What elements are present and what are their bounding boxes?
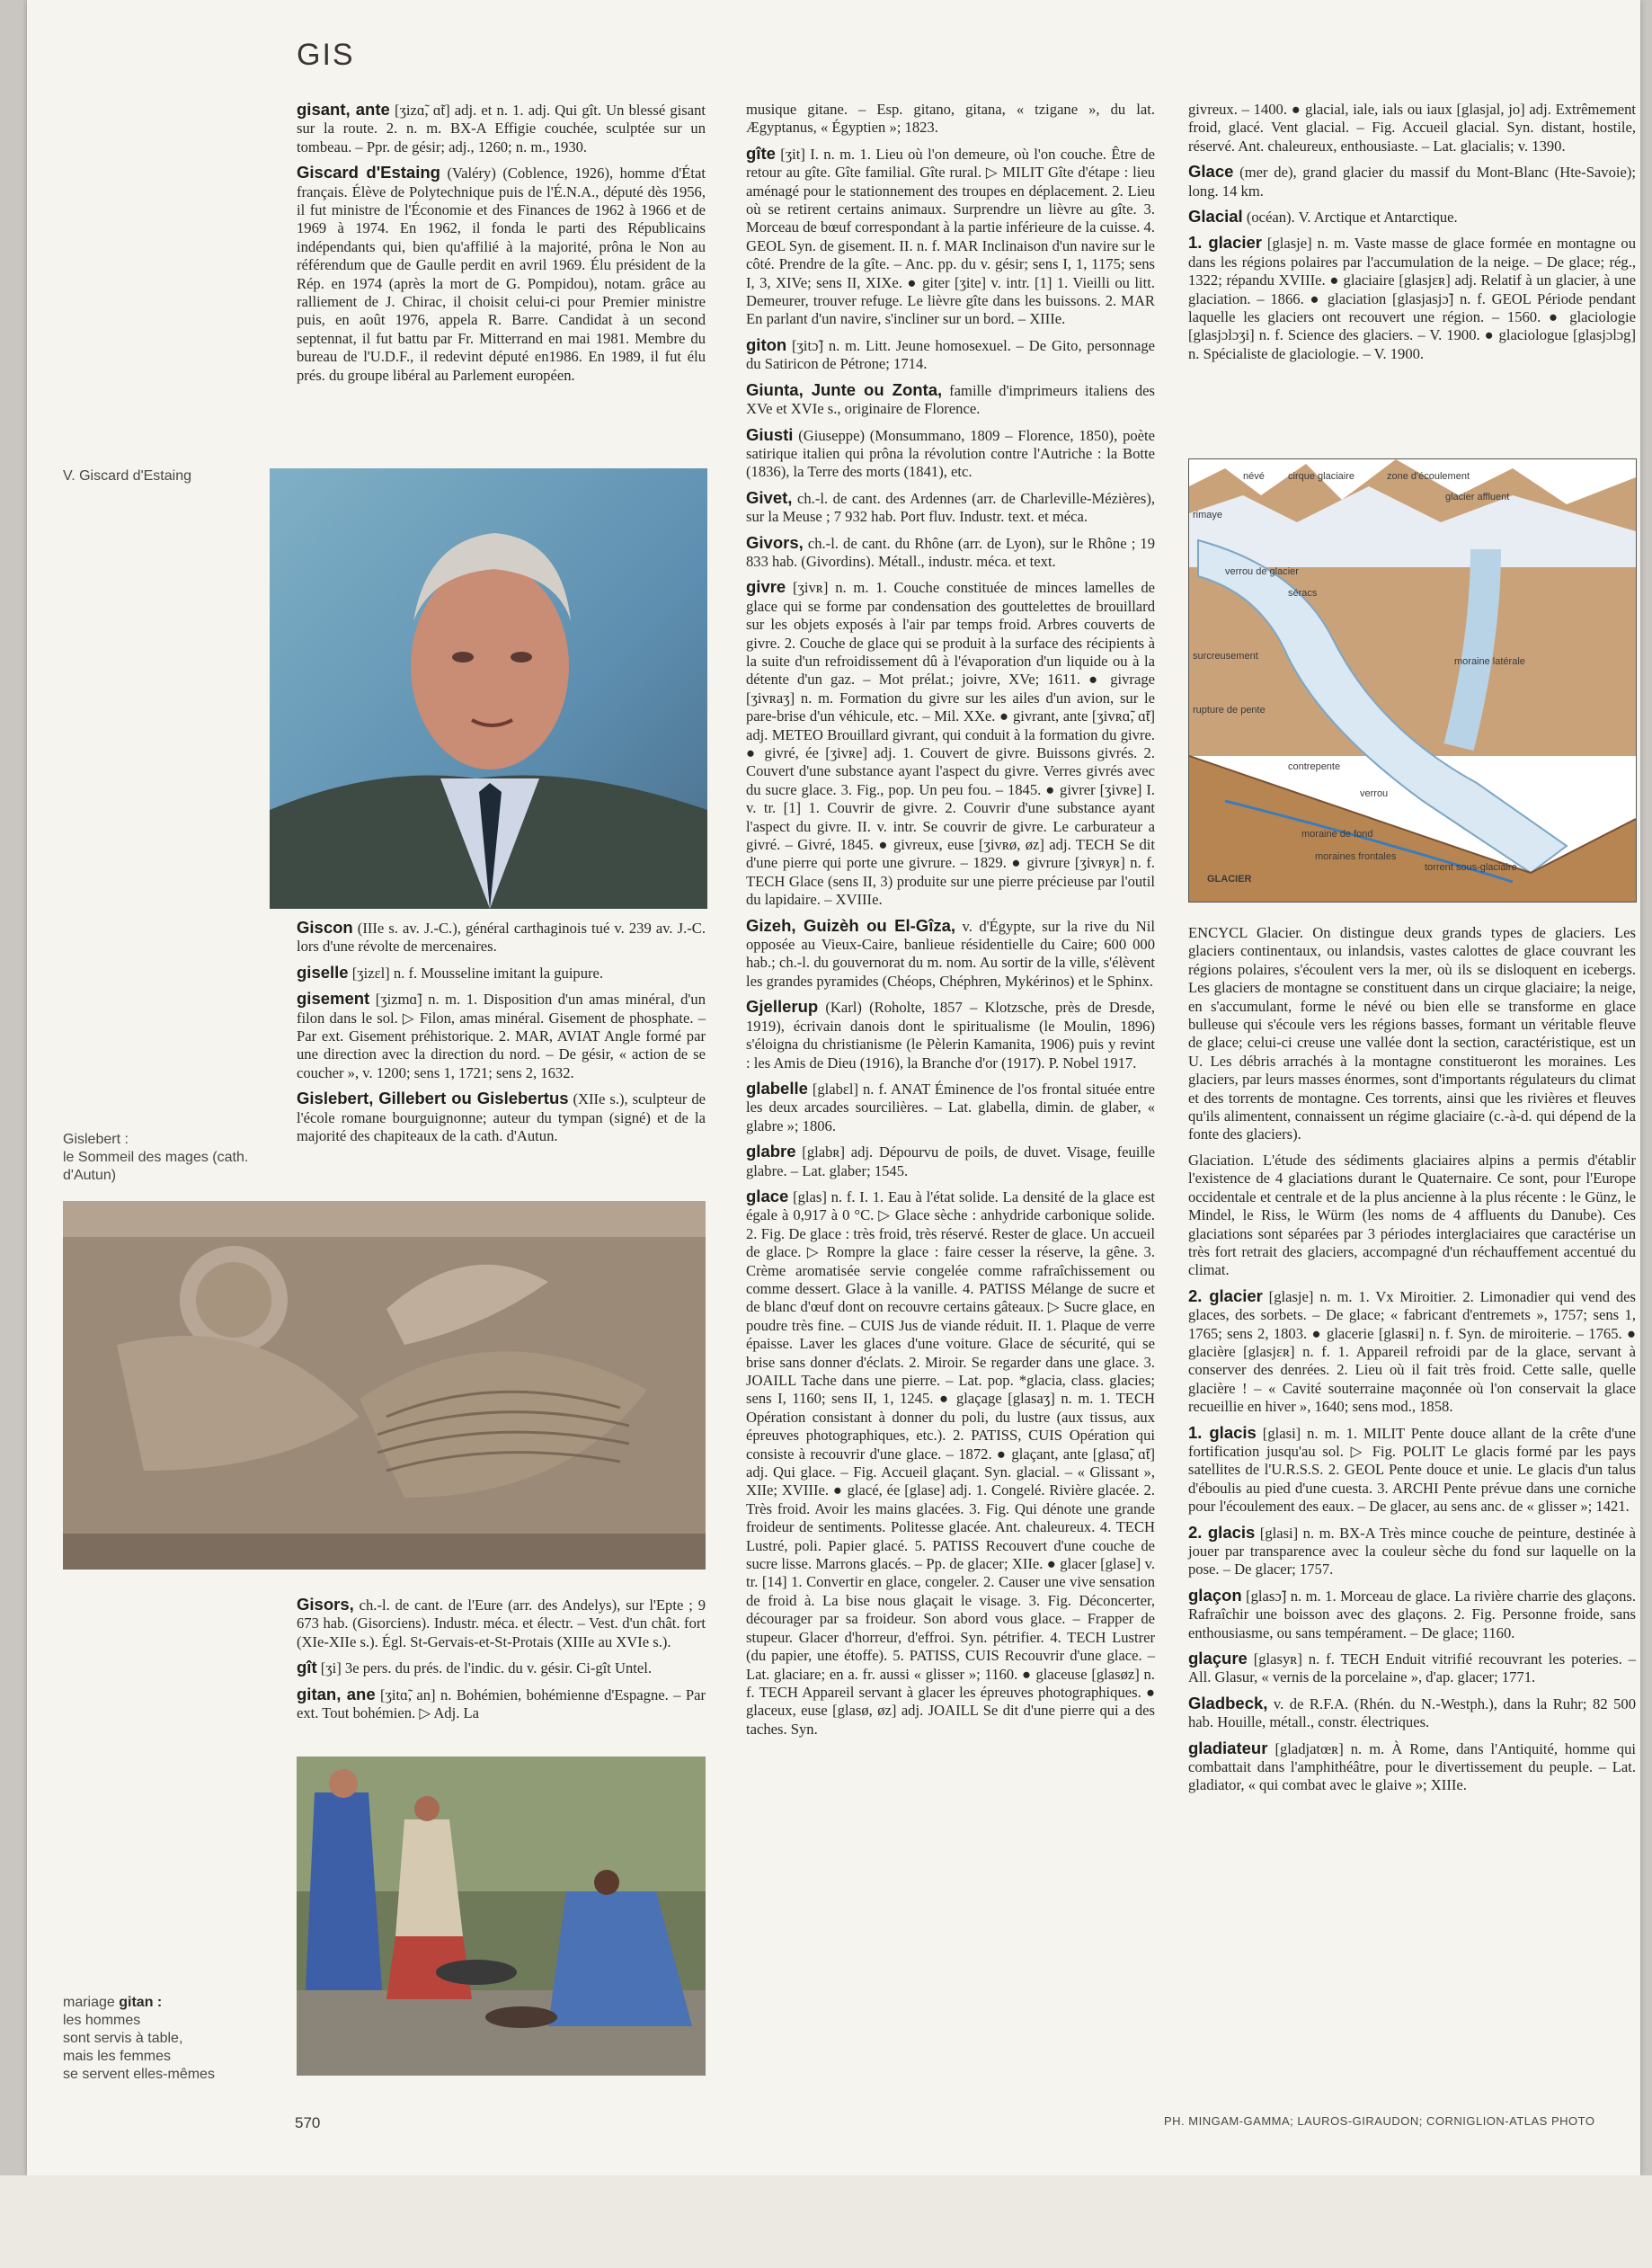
entry-text: [glasyʀ] n. f. TECH Enduit vitrifié recouvrant les poteries. – All. Glasur, « vernis de la porcelaine », d'ap. glacer; 1771. [1188,1650,1636,1686]
dictionary-entry [1188,1524,1636,1579]
dictionary-entry [1188,208,1636,227]
entry-term: Glacial [1188,207,1243,227]
entry-text: [glasɔ̃] n. m. 1. Morceau de glace. La rivière charrie des glaçons. Rafraîchir une boisson avec des glaçons. 2. Fig. Personne froide, sans enthousiasme, ou sans tempérament. – De glace; 1160. [1188,1587,1636,1641]
diagram-label: contrepente [1288,761,1341,772]
dictionary-entry [1188,1287,1636,1417]
entry-term: glabelle [746,1078,808,1098]
entry-term: 2. glacis [1188,1522,1256,1542]
page-header-title: GIS [297,38,355,72]
entry-text: (mer de), grand glacier du massif du Mont-Blanc (Hte-Savoie); long. 14 km. [1188,164,1636,200]
dictionary-entry [746,426,1155,482]
diagram-label: surcreusement [1193,651,1258,662]
entry-text: (océan). V. Arctique et Antarctique. [1242,209,1458,227]
dictionary-entry [1188,163,1636,200]
entry-text: famille d'imprimeurs italiens des XVe et XVIe s., originaire de Florence. [746,381,1155,418]
entry-text: [glasi] n. m. 1. MILIT Pente douce allant de la crête d'une fortification jusqu'au sol. ▷ Fig. POLIT Le glacis formé par les pays satellites de l'U.R.S.S. 2. GEOL Pente douce et unie. Le glacis d'un talus d'éboulis au pied d'une cuesta. 3. ARCHI Pente prévue dans une corniche pour l'écoulement des eaux. – De glacer, au sens anc. de « glisser »; 1421. [1188,1424,1637,1516]
gypsy-wedding-illustration [297,1757,706,2076]
entry-text: Glaciation. L'étude des sédiments glaciaires alpins a permis d'établir l'existence de 4 glaciations durant le Quaternaire. Ce sont, pour l'Europe occidentale et centrale et de la plus ancienne à la plus récente : le Günz, le Mindel, le Riss, le Würm (les noms de 4 affluents du Danube). Ces glaciations sont séparées par 3 périodes interglaciaires que caractérise un très fort retrait des glaciers, accompagné d'un réchauffement accentué du climat. [1188,1151,1636,1279]
caption-giscard: V. Giscard d'Estaing [63,468,191,484]
entry-term: Giscon [297,918,353,937]
entry-text: (IIIe s. av. J.-C.), général carthaginois tué v. 239 av. J.-C. lors d'une révolte de mercenaires. [297,920,706,956]
entry-text: v. d'Égypte, sur la rive du Nil opposée au Vieux-Caire, banlieue résidentielle du Caire; 600 000 hab.; ch.-l. du gouvernorat du m. nom. Au sortir de la ville, s'élèvent les grandes pyramides (Chéops, Chéphren, Mykérinos) et le Sphinx. [746,917,1155,990]
entry-term: Gladbeck, [1188,1693,1268,1712]
dictionary-entry [746,998,1155,1072]
entry-term: glaçon [1188,1585,1242,1605]
entry-text: [glabɛl] n. f. ANAT Éminence de l'os frontal située entre les deux arcades sourcilières. – Lat. glabella, dimin. de glaber, « glabre »; 1806. [746,1080,1155,1134]
diagram-label: verrou [1360,788,1389,799]
entry-text: (Karl) (Roholte, 1857 – Klotzsche, près de Dresde, 1919), écrivain danois dont le spiritualisme (le Moulin, 1896) s'éloigna du christianisme (le Pèlerin Kamanita, 1906) puis y revint : les Amis de Dieu (1916), la Branche d'or (1917). P. Nobel 1917. [746,999,1155,1072]
glacier-diagram-svg [1189,459,1636,902]
photo-sommeil-des-mages [63,1201,706,1570]
dictionary-entry [297,1596,706,1651]
dictionary-entry [297,1659,706,1677]
entry-text: (Giuseppe) (Monsummano, 1809 – Florence, 1850), poète satirique italien qui prôna la révolution contre l'Autriche : la Botte (1836), la Terre des morts (1841), etc. [746,426,1155,481]
column-3-bottom [1188,924,1636,1802]
column-2 [746,101,1155,1746]
entry-term: gîte [746,143,776,163]
diagram-label: rimaye [1193,510,1223,520]
entry-term: 1. glacis [1188,1422,1257,1442]
entry-text: givreux. – 1400. ● glacial, iale, ials ou iaux [glasjal, jo] adj. Extrêmement froid, glacé. Vent glacial. – Fig. Accueil glacial. Syn. distant, hostile, réservé. Ant. chaleureux, enthousiaste. – Lat. glacialis; v. 1390. [1188,101,1636,155]
dictionary-entry [297,964,706,983]
caption-gitan-line: sont servis à table, [63,2031,183,2046]
diagram-label: zone d'écoulement [1387,471,1470,482]
caption-gitan [63,1994,270,2084]
entry-text: musique gitane. – Esp. gitano, gitana, « tzigane », du lat. Ægyptanus, « Égyptien »; 1823. [746,101,1155,137]
entry-text: ch.-l. de cant. du Rhône (arr. de Lyon), sur le Rhône ; 19 833 hab. (Givordins). Métall., industr. méca. et text. [746,534,1155,570]
dictionary-entry [1188,924,1636,1144]
caption-gitan-prefix: mariage [63,1995,120,2010]
glacier-diagram [1188,458,1637,903]
diagram-label: rupture de pente [1193,705,1266,716]
entry-text: [glabʀ] adj. Dépourvu de poils, de duvet. Visage, feuille glabre. – Lat. glaber; 1545. [746,1143,1155,1179]
entry-term: Giscard d'Estaing [297,163,440,182]
caption-gitan-line: les hommes [63,2013,141,2028]
entry-term: Giusti [746,424,794,444]
dictionary-entry [297,164,706,385]
sculpture-illustration [63,1201,706,1570]
entry-text: [ʒitɑ̃, an] n. Bohémien, bohémienne d'Espagne. – Par ext. Tout bohémien. ▷ Adj. La [297,1685,706,1722]
portrait-illustration [270,468,707,909]
entry-term: gitan, ane [297,1684,376,1703]
photo-credits: PH. MINGAM-GAMMA; LAUROS-GIRAUDON; CORNIGLION-ATLAS PHOTO [1164,2114,1595,2128]
dictionary-entry [746,381,1155,419]
entry-text: [glas] n. f. I. 1. Eau à l'état solide. La densité de la glace est égale à 0,917 à 0 °C. ▷ Glace sèche : anhydride carbonique solide. 2. Fig. De glace : très froid, très réservé. Rester de glace. Un accueil de glace. ▷ Rompre la glace : faire cesser la réserve, la gêne. 3. Crème aromatisée servie congelée comme rafraîchissement ou comme dessert. Glace à la vanille. 4. PATISS Mélange de sucre et de blanc d'œuf dont on recouvre certains gâteaux. ▷ Sucre glace, en poudre très fine. – CUIS Jus de viande réduit. II. 1. Plaque de verre épaisse. Laver les glaces d'une voiture. Glace de sécurité, qui se brise sans donner d'éclats. 2. Miroir. Se regarder dans une glace. 3. JOAILL Tache dans une pierre. – Lat. pop. *glacia, class. glacies; sens I, 1160; sens II, 1, 1245. ● glaçage [glasaʒ] n. m. 1. TECH Opération consistant à donner du poli, du lustre (aux tissus, aux épreuves photographiques, etc.). 2. PATISS, CUIS Opération qui consiste à recouvrir d'une glace. – 1872. ● glaçant, ante [glasɑ̃, ɑ̃t] adj. Qui glace. – Fig. Accueil glaçant. Syn. glacial. – « Glissant », XIIe; XVIIIe. ● glacé, ée [glase] adj. 1. Congelé. Rivière glacée. 2. Très froid. Avoir les mains glacées. 3. Fig. Qui dénote une grande froideur de sentiments. Politesse glacée. Ant. chaleureux. 4. TECH Lustré, poli. Papier glacé. 5. PATISS Recouvert d'une couche de sucre lisse. Marrons glacés. – Pp. de glacer; XIIe. ● glacer [glase] v. tr. [14] 1. Convertir en glace, congeler. 2. Causer une vive sensation de froid à. La bise nous glaçait le visage. 3. Fig. Déconcerter, décourager par sa froideur. Son abord vous glace. – Frapper de stupeur. Glacer d'horreur, d'effroi. Syn. pétrifier. 4. TECH Lustrer (du papier, une étoffe). 5. PATISS, CUIS Recouvrir d'une glace. – Lat. glaciare; en a. fr. aussi « glisser »; 1160. ● glaceuse [glasøz] n. f. TECH Appareil servant à glacer les épreuves photographiques. ● glaceux, euse [glasø, øz] adj. JOAILL Se dit d'une pierre qui a des taches. Syn. [746,1187,1155,1738]
column-1-top [297,101,706,392]
dictionary-entry [297,1090,706,1145]
entry-term: Gislebert, Gillebert ou Gislebertus [297,1089,569,1108]
diagram-label: moraine de fond [1301,829,1373,840]
entry-text: [ʒizɑ̃, ɑ̃t] adj. et n. 1. adj. Qui gît. Un blessé gisant sur la route. 2. n. m. BX-A Effigie couchée, sculptée sur un tombeau. – Ppr. de gésir; adj., 1260; n. m., 1930. [297,102,706,156]
column-3-top [1188,101,1636,370]
entry-text: [glasje] n. m. 1. Vx Miroitier. 2. Limonadier qui vend des glaces, des sorbets. – De glace; « fabricant d'entremets », 1757; sens 1, 1765; sens 2, 1803. ● glacerie [glasʀi] n. f. Syn. de miroiterie. – 1765. ● glacière [glasjɛʀ] n. f. 1. Appareil refroidi par de la glace, servant à conserver des denrées. 2. Lieu où il fait très froid. Cette salle, quelle glacière ! – « Cavité souterraine maçonnée où l'on conservait la glace recueillie en hiver », 1640; sens mod., 1858. [1188,1287,1636,1416]
diagram-label: cirque glaciaire [1288,471,1354,482]
dictionary-entry [746,534,1155,572]
entry-term: gisement [297,989,370,1009]
entry-text: [ʒizmɑ̃] n. m. 1. Disposition d'un amas minéral, d'un filon dans le sol. ▷ Filon, amas minéral. Gisement de phosphate. – Par ext. Gisement préhistorique. 2. MAR, AVIAT Angle formé par une direction avec la direction du nord. – De gésir, « action de se coucher », v. 1200; sens 1, 1721; sens 2, 1632. [297,991,706,1081]
entry-text: (Valéry) (Coblence, 1926), homme d'État français. Élève de Polytechnique puis de l'É.N.A., député dès 1956, il fut ministre de l'Économie et des Finances de 1962 à 1966 et de 1969 à 1974. En 1962, il fonda le parti des Républicains indépendants qui, bien qu'affilié à la majorité, prôna le Non au référendum que de Gaulle perdit en avril 1969. Élu président de la Rép. en 1974 (après la mort de G. Pompidou), notam. grâce au ralliement de J. Chirac, il choisit celui-ci pour Premier ministre puis, en août 1976, appela R. Barre. Candidat à un second septennat, il fut battu par Fr. Mitterrand en mai 1981. Membre du bureau de l'U.D.F., il redevint député en1986. En 1989, il fut élu prés. du groupe libéral au Parlement européen. [297,165,706,384]
entry-term: glace [746,1186,789,1205]
dictionary-entry [1188,1739,1636,1795]
entry-term: 1. glacier [1188,233,1262,253]
entry-term: glabre [746,1142,796,1161]
diagram-label: moraines frontales [1315,851,1397,862]
caption-gitan-line: se servent elles-mêmes [63,2067,215,2082]
dictionary-entry [297,990,706,1082]
caption-gitan-line: mais les femmes [63,2049,172,2064]
entry-term: Gizeh, Guizèh ou El-Gîza, [746,915,956,935]
dictionary-entry [746,145,1155,329]
dictionary-entry [746,336,1155,374]
entry-term: gît [297,1658,317,1677]
entry-term: Glace [1188,162,1234,182]
diagram-label: séracs [1288,588,1318,599]
entry-term: 2. glacier [1188,1285,1263,1305]
entry-term: gladiateur [1188,1738,1268,1757]
dictionary-entry [746,578,1155,909]
entry-text: [ʒivʀ] n. m. 1. Couche constituée de minces lamelles de glace qui se forme par condensation des gouttelettes de brouillard sur les objets exposés à l'air par temps froid. Arbres couverts de givre. 2. Couche de glace qui se produit à la surface des récipients à la suite d'un refroidissement dû à l'évaporation d'un liquide ou à la détente d'un gaz. – Mot prélat.; joivre, XVe; 1611. ● givrage [ʒivʀaʒ] n. m. Formation du givre sur les ailes d'un avion, sur le pare-brise d'un véhicule, etc. – Mil. XXe. ● givrant, ante [ʒivʀɑ̃, ɑ̃t] adj. METEO Brouillard givrant, qui conduit à la formation du givre. ● givré, ée [ʒivʀe] adj. 1. Couvert de givre. Buissons givrés. 2. Couvert d'une substance ayant l'aspect du givre. Verres givrés avec du sucre glace. 3. Fig., pop. Un peu fou. – 1845. ● givrer [ʒivʀe] I. v. tr. [1] 1. Couvrir de givre. 2. Couvrir d'une substance ayant l'aspect du givre. II. v. intr. Se couvrir de givre. Le carburateur a givré. – Givré, 1845. ● givreux, euse [ʒivʀø, øz] adj. TECH Se dit d'une pierre qui porte une givrure. – 1829. ● givrure [ʒivʀyʀ] n. f. TECH Glace (sens II, 3) produite sur une pierre précieuse par l'outil du lapidaire. – XVIIIe. [746,579,1155,909]
dictionary-entry [1188,1694,1636,1732]
entry-term: Gjellerup [746,997,819,1017]
entry-term: giselle [297,962,349,982]
scan-margin [0,2175,1652,2268]
dictionary-page [27,0,1640,2175]
dictionary-entry [297,101,706,156]
caption-gislebert-title: Gislebert : [63,1132,129,1147]
entry-text: (XIIe s.), sculpteur de l'école romane bourguignonne; auteur du tympan (signé) et de la majorité des chapiteaux de la cath. d'Autun. [297,1090,706,1145]
dictionary-entry [746,1187,1155,1739]
dictionary-entry [297,919,706,956]
entry-text: [ʒitɔ̃] n. m. Litt. Jeune homosexuel. – De Gito, personnage du Satiricon de Pétrone; 1714. [746,336,1155,373]
diagram-label: névé [1243,471,1265,482]
entry-text: v. de R.F.A. (Rhén. du N.-Westph.), dans la Ruhr; 82 500 hab. Houille, métall., constr. électriques. [1188,1694,1636,1731]
dictionary-entry [1188,1424,1636,1516]
diagram-label: moraine latérale [1454,656,1525,667]
entry-text: [glasi] n. m. BX-A Très mince couche de peinture, destinée à jouer par transparence avec la couleur sèche du fond sur laquelle on la pose. – De glacer; 1757. [1188,1524,1637,1579]
entry-text: [gladjatœʀ] n. m. À Rome, dans l'Antiquité, homme qui combattait dans l'amphithéâtre, pour le divertissement du peuple. – Lat. gladiator, « qui combat avec le glaive »; XIIIe. [1188,1739,1636,1794]
entry-text: ENCYCL Glacier. On distingue deux grands types de glaciers. Les glaciers continentaux, ou inlandsis, vastes calottes de glace couvrant les régions polaires, s'écoulent vers la mer, où ils se disloquent en icebergs. Les glaciers de montagne se constituent dans un cirque glaciaire; la neige, en s'accumulant, forme le névé ou bien elle se transforme en glace bulleuse qui s'écoule vers les régions basses, formant un véritable fleuve de glace; celui-ci creuse une vallée dont la section, caractéristique, est un U. Les débris arrachés à la montagne constitueront les moraines. Les glaciers, par leurs masses énormes, sont d'importants régulateurs du climat et des torrents de montagne. Ces torrents, ainsi que les rivières et fleuves qu'ils alimentent, connaissent un régime glaciaire (c.-à-d. qui dépend de la fonte des glaciers). [1188,924,1636,1143]
caption-gitan-bold: gitan : [119,1995,163,2010]
photo-mariage-gitan [297,1757,706,2076]
caption-gislebert-text: le Sommeil des mages (cath. d'Autun) [63,1150,249,1183]
dictionary-entry [746,101,1155,138]
dictionary-entry [746,1143,1155,1180]
entry-term: giton [746,334,787,354]
entry-term: gisant, ante [297,100,390,119]
dictionary-entry [746,917,1155,992]
dictionary-entry [1188,101,1636,156]
dictionary-entry [1188,1650,1636,1687]
diagram-label: torrent sous-glaciaire [1425,862,1517,873]
entry-text: [glasje] n. m. Vaste masse de glace formée en montagne ou dans les régions polaires par l'accumulation de la neige. – De glace; rég., 1322; répandu XVIIIe. ● glaciaire [glasjɛʀ] adj. Relatif à un glacier, à une glaciation. – 1866. ● glaciation [glasjasjɔ̃] n. f. GEOL Période pendant laquelle les glaciers ont recouvert une région. – 1560. ● glaciologie [glasjɔlɔʒi] n. f. Science des glaciers. – V. 1900. ● glaciologue [glasjɔlɔg] n. Spécialiste de glaciologie. – V. 1900. [1188,235,1636,362]
column-1-middle [297,919,706,1152]
caption-gislebert [63,1131,270,1185]
dictionary-entry [1188,1587,1636,1642]
entry-term: glaçure [1188,1649,1248,1668]
entry-term: Givors, [746,532,804,552]
column-1-bottom [297,1596,706,1730]
entry-text: ch.-l. de cant. des Ardennes (arr. de Charleville-Mézières), sur la Meuse ; 7 932 hab. Port fluv. Industr. text. et méca. [746,489,1155,526]
dictionary-entry [1188,234,1636,363]
entry-term: Givet, [746,487,793,507]
entry-text: ch.-l. de cant. de l'Eure (arr. des Andelys), sur l'Epte ; 9 673 hab. (Gisorciens). Industr. méca. et électr. – Vest. d'un chât. fort (XIe-XIIe s.). Égl. St-Gervais-et-St-Protais (XIIIe au XVIe s.). [297,1596,706,1650]
dictionary-entry [1188,1152,1636,1280]
entry-term: Gisors, [297,1595,354,1614]
diagram-title: GLACIER [1207,874,1252,885]
entry-text: [ʒit] I. n. m. 1. Lieu où l'on demeure, où l'on couche. Être de retour au gîte. Gîte familial. Gîte rural. ▷ MILIT Gîte d'étape : lieu aménagé pour le stationnement des troupes en déplacement. 2. Lieu où se retirent certains animaux. Surprendre un lièvre au gîte. 3. Morceau de bœuf correspondant à la partie inférieure de la cuisse. 4. GEOL Syn. de gisement. II. n. f. MAR Inclinaison d'un navire sur le côté. Prendre de la gîte. – Anc. pp. du v. gésir; sens I, 1, 1175; sens I, 3, XIVe; sens II, XIXe. ● giter [ʒite] v. intr. [1] 1. Vieilli ou litt. Demeurer, trouver refuge. Le lièvre gîte dans les buissons. 2. MAR En parlant d'un navire, s'incliner sur un bord. – XIIIe. [746,145,1155,328]
diagram-label: glacier affluent [1445,492,1510,503]
dictionary-entry [746,1080,1155,1135]
page-number: 570 [295,2114,321,2131]
photo-giscard-destaing [270,468,707,909]
dictionary-entry [746,489,1155,527]
entry-text: [ʒi] 3e pers. du prés. de l'indic. du v. gésir. Ci-gît Untel. [316,1659,653,1677]
entry-text: [ʒizɛl] n. f. Mousseline imitant la guipure. [348,964,604,982]
diagram-label: verrou de glacier [1225,566,1299,577]
dictionary-entry [297,1685,706,1723]
entry-term: givre [746,577,786,597]
entry-term: Giunta, Junte ou Zonta, [746,379,943,399]
